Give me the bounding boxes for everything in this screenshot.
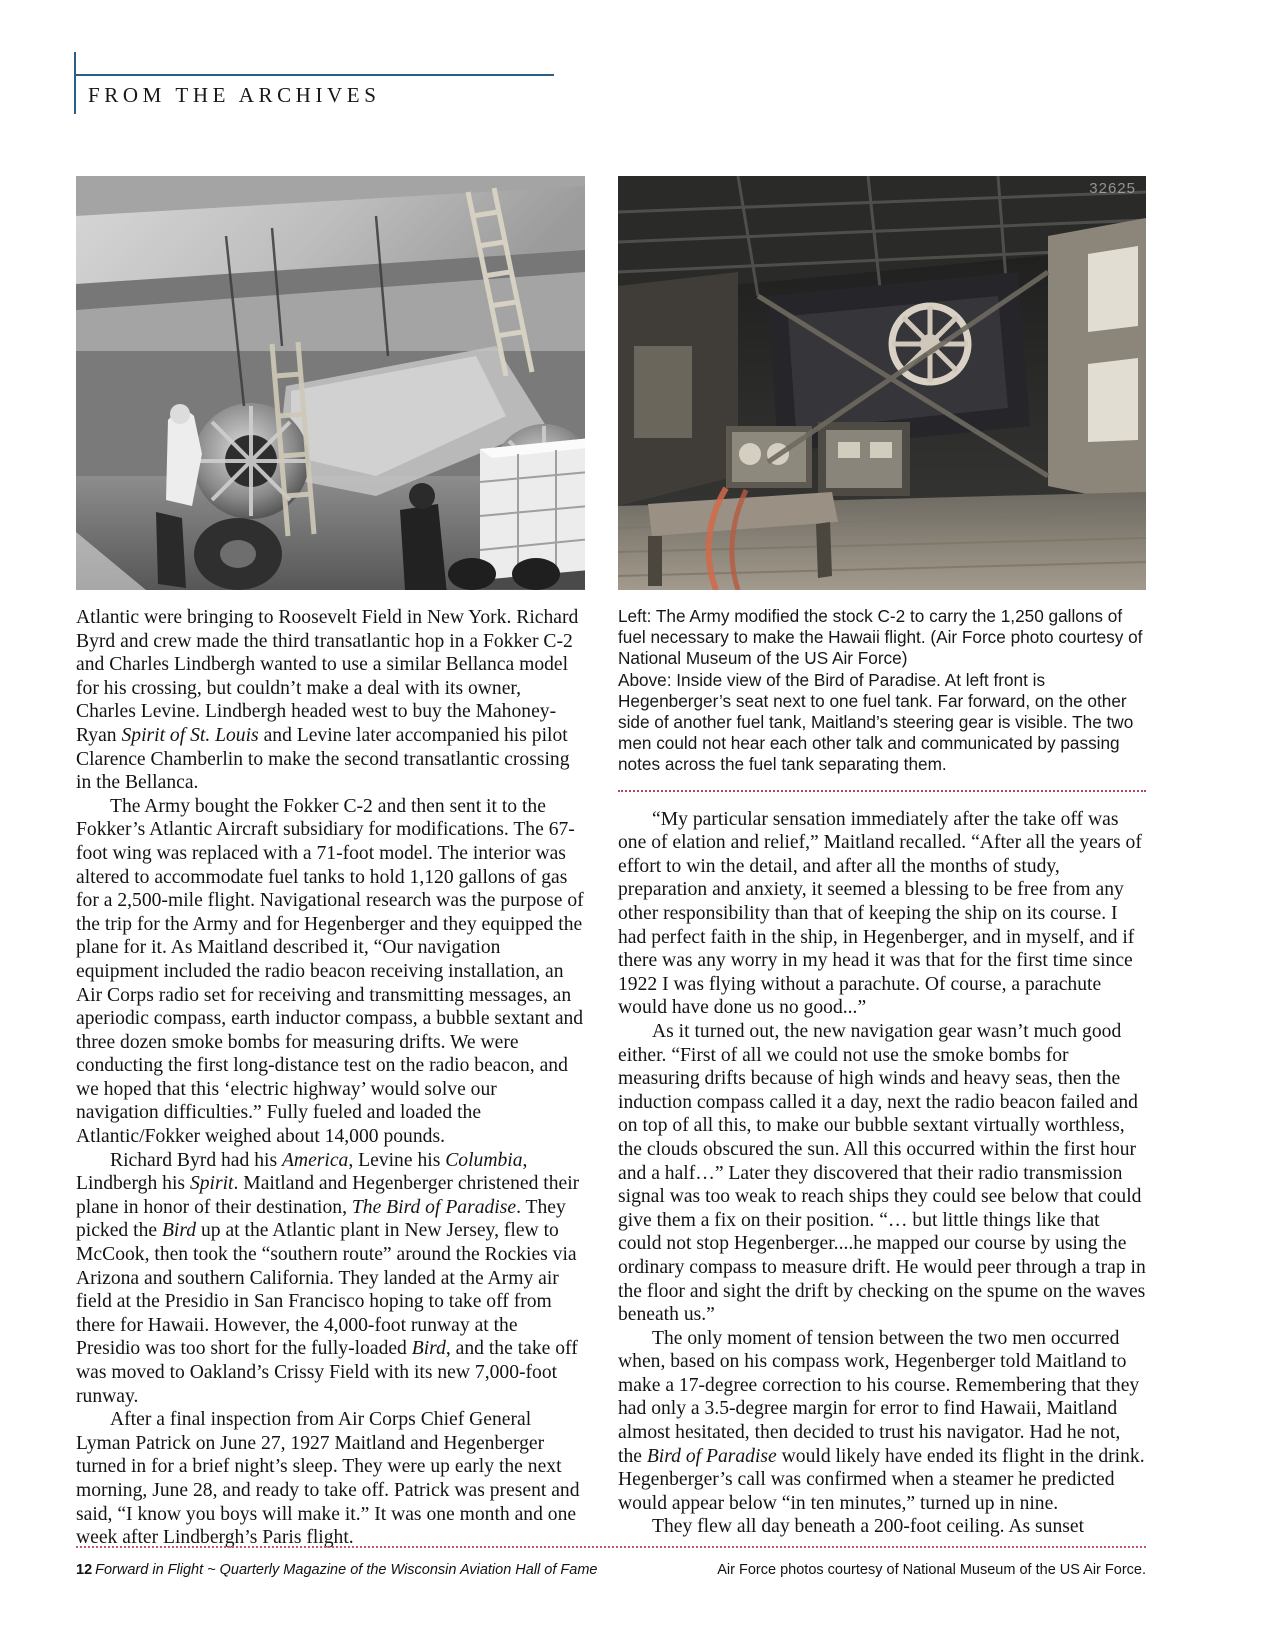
negative-number-label: 32625: [1089, 180, 1136, 197]
italic-title: Spirit: [189, 1173, 234, 1195]
article-paragraph: After a final inspection from Air Corps Chief General Lyman Patrick on June 27, 1927 Maitland and Hegenberger turned in for a brief night’s sleep. They were up early the next morning, June 28, and ready to take off. Patrick was present and said, “I know you boys will make it.” It was one month and one week after Lindbergh’s Paris flight.: [76, 1409, 580, 1549]
article-paragraph: As it turned out, the new navigation gear wasn’t much good either. “First of all we could not use the smoke bombs for measuring drifts because of high winds and heavy seas, then the induction compass called it a day, next the radio beacon failed and on top of all this, to make our bubble sextant virtually worthless, the clouds obscured the sun. All this occurred within the first hour and a half…” Later they discovered that their radio transmission signal was too weak to reach ships they could see below that could give them a fix on their position. “… but little things like that could not stop Hegenberger....he mapped our course by using the ordinary compass to measure drift. He would peer through a trap in the floor and sight the drift by checking on the spume on the waves beneath us.”: [618, 1020, 1146, 1326]
italic-title: Columbia: [445, 1149, 523, 1171]
photo-bird-of-paradise-interior: [618, 176, 1146, 590]
footer-divider: [76, 1546, 1146, 1548]
right-column: [618, 606, 1146, 1539]
article-paragraph: The only moment of tension between the two men occurred when, based on his compass work, Hegenberger told Maitland to make a 17-degree correction to his course. Remembering that they had only a 3.5-degree margin for error to find Hawaii, Maitland almost hesitated, then decided to trust his navigator. Had he not, the Bird of Paradise would likely have ended its flight in the drink. Hegenberger’s call was confirmed when a steamer he predicted would appear below “in ten minutes,” turned up in nine.: [618, 1327, 1145, 1514]
caption-left: Left: The Army modified the stock C-2 to carry the 1,250 gallons of fuel necessary to make the Hawaii flight. (Air Force photo courtesy of National Museum of the US Air Force): [618, 606, 1143, 669]
italic-title: America: [281, 1149, 349, 1171]
right-column-body: [618, 808, 1146, 1539]
italic-title: Spirit of St. Louis: [121, 724, 259, 746]
header-horizontal-rule: [74, 74, 554, 76]
italic-title: Bird of Paradise: [646, 1445, 777, 1467]
photo-credit: Air Force photos courtesy of National Museum of the US Air Force.: [717, 1562, 1146, 1578]
article-paragraph: Richard Byrd had his America, Levine his Columbia, Lindbergh his Spirit. Maitland and Hegenberger christened their plane in honor of their destination, The Bird of Paradise. They picked the Bird up at the Atlantic plant in New Jersey, flew to McCook, then took the “southern route” around the Rockies via Arizona and southern California. They landed at the Army air field at the Presidio in San Francisco hoping to take off from there for Hawaii. However, the 4,000-foot runway at the Presidio was too short for the fully-loaded Bird, and the take off was moved to Oakland’s Crissy Field with its new 7,000-foot runway.: [76, 1149, 580, 1407]
header-vertical-rule: [74, 52, 76, 114]
caption-above: Above: Inside view of the Bird of Paradise. At left front is Hegenberger’s seat next to one fuel tank. Far forward, on the other side of another fuel tank, Maitland’s steering gear is visible. The two men could not hear each other talk and communicated by passing notes across the fuel tank separating them.: [618, 669, 1134, 775]
left-column: [76, 606, 584, 1550]
section-kicker: FROM THE ARCHIVES: [88, 83, 381, 107]
footer-left: [76, 1562, 598, 1578]
italic-title: Bird: [161, 1220, 197, 1242]
footer-row: [76, 1562, 1146, 1578]
italic-title: The Bird of Paradise: [351, 1196, 517, 1218]
article-paragraph: The Army bought the Fokker C-2 and then sent it to the Fokker’s Atlantic Aircraft subsidiary for modifications. The 67-foot wing was replaced with a 71-foot model. The interior was altered to accommodate fuel tanks to hold 1,120 gallons of gas for a 2,500-mile flight. Navigational research was the purpose of the trip for the Army and for Hegenberger and they equipped the plane for it. As Maitland described it, “Our navigation equipment included the radio beacon receiving installation, an Air Corps radio set for receiving and transmitting messages, an aperiodic compass, earth inductor compass, a bubble sextant and three dozen smoke bombs for measuring drifts. We were conducting the first long-distance test on the radio beacon, and we hoped that this ‘electric highway’ would solve our navigation difficulties.” Fully fueled and loaded the Atlantic/Fokker weighed about 14,000 pounds.: [76, 795, 584, 1148]
photo-left-graphic: [76, 176, 585, 590]
magazine-title: Forward in Flight ~ Quarterly Magazine of the Wisconsin Aviation Hall of Fame: [95, 1562, 598, 1578]
photo-captions: [618, 606, 1146, 776]
page-footer: [76, 1546, 1146, 1578]
article-paragraph: “My particular sensation immediately after the take off was one of elation and relief,” Maitland recalled. “After all the years of effort to win the detail, and after all the months of study, preparation and anxiety, it seemed a blessing to be free from any other responsibility than that of keeping the ship on its course. I had perfect faith in the ship, in Hegenberger, and in myself, and if there was any worry in my head it was that for the first time since 1922 I was flying without a parachute. Of course, a parachute would have done us no good...”: [618, 808, 1142, 1019]
left-column-body: [76, 606, 584, 1550]
page-header: [74, 52, 554, 114]
photo-right-graphic: [618, 176, 1146, 590]
photo-fokker-c2-hangar: [76, 176, 585, 590]
italic-title: Bird: [411, 1338, 446, 1360]
page-number: 12: [76, 1562, 93, 1578]
caption-divider: [618, 790, 1146, 792]
article-paragraph: Atlantic were bringing to Roosevelt Field in New York. Richard Byrd and crew made the third transatlantic hop in a Fokker C-2 and Charles Lindbergh wanted to use a similar Bellanca model for his crossing, but couldn’t make a deal with its owner, Charles Levine. Lindbergh headed west to buy the Mahoney-Ryan Spirit of St. Louis and Levine later accompanied his pilot Clarence Chamberlin to make the second transatlantic crossing in the Bellanca.: [76, 607, 579, 794]
article-paragraph: They flew all day beneath a 200-foot ceiling. As sunset: [652, 1516, 1085, 1538]
